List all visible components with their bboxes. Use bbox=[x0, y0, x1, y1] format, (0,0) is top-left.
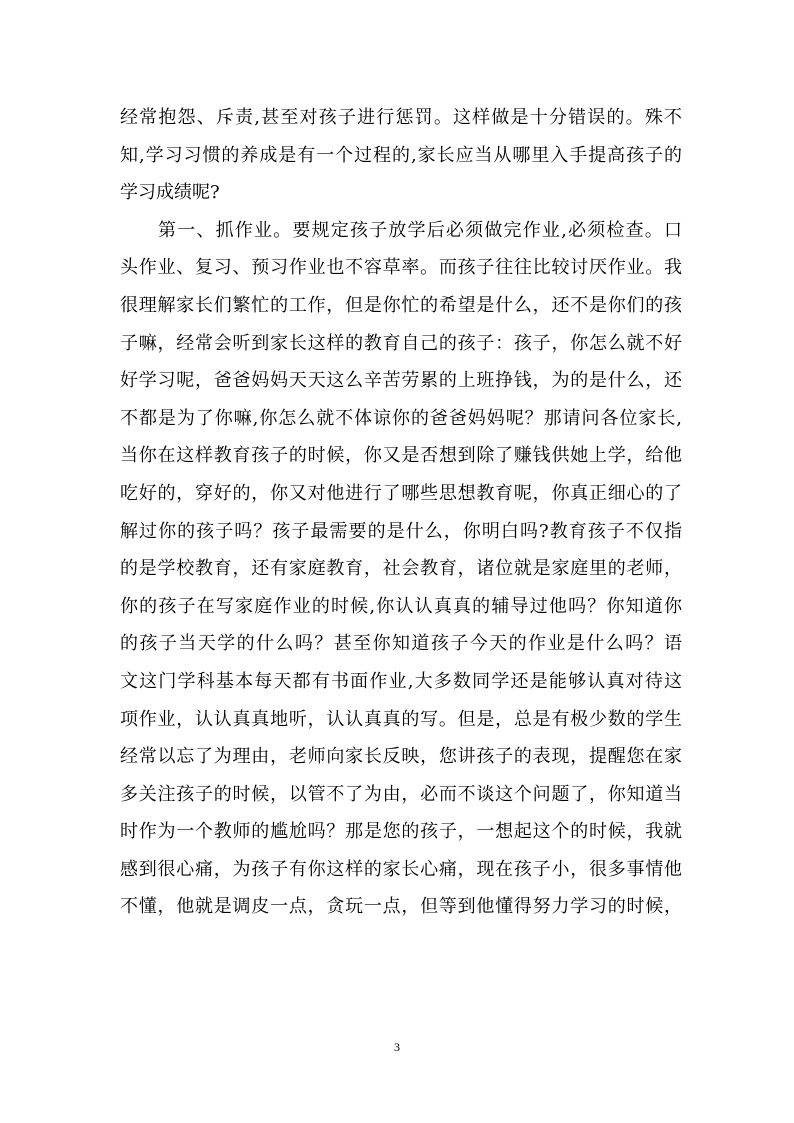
text-line-17: 项作业，认认真真地听，认认真真的写。但是，总是有极少数的学生 bbox=[120, 708, 682, 730]
text-line-4: 第一、抓作业。要规定孩子放学后必须做完作业,必须检查。口 bbox=[158, 219, 682, 241]
body-text bbox=[120, 99, 682, 926]
text-line-22: 不懂，他就是调皮一点，贪玩一点，但等到他懂得努力学习的时候， bbox=[120, 896, 682, 918]
text-line-2: 知,学习习惯的养成是有一个过程的,家长应当从哪里入手提高孩子的 bbox=[120, 144, 682, 166]
text-line-19: 多关注孩子的时候，以管不了为由，必而不谈这个问题了，你知道当 bbox=[120, 783, 682, 805]
page-number: 3 bbox=[394, 1040, 400, 1054]
text-line-5: 头作业、复习、预习作业也不容草率。而孩子往往比较讨厌作业。我 bbox=[120, 257, 682, 279]
text-line-11: 吃好的，穿好的，你又对他进行了哪些思想教育呢，你真正细心的了 bbox=[120, 482, 682, 504]
text-line-6: 很理解家长们繁忙的工作，但是你忙的希望是什么，还不是你们的孩 bbox=[120, 294, 682, 316]
text-line-21: 感到很心痛，为孩子有你这样的家长心痛，现在孩子小，很多事情他 bbox=[120, 858, 682, 880]
text-line-7: 子嘛，经常会听到家长这样的教育自己的孩子：孩子，你怎么就不好 bbox=[120, 332, 682, 354]
text-line-14: 你的孩子在写家庭作业的时候,你认认真真的辅导过他吗？你知道你 bbox=[120, 595, 682, 617]
text-line-1: 经常抱怨、斥责,甚至对孩子进行惩罚。这样做是十分错误的。殊不 bbox=[120, 107, 682, 128]
text-line-18: 经常以忘了为理由，老师向家长反映，您讲孩子的表现，提醒您在家 bbox=[120, 746, 682, 768]
text-line-8: 好学习呢，爸爸妈妈天天这么辛苦劳累的上班挣钱，为的是什么，还 bbox=[120, 370, 682, 392]
text-line-15: 的孩子当天学的什么吗？甚至你知道孩子今天的作业是什么吗？语 bbox=[120, 633, 682, 655]
text-line-20: 时作为一个教师的尴尬吗？那是您的孩子，一想起这个的时候，我就 bbox=[120, 821, 682, 843]
text-line-12: 解过你的孩子吗？孩子最需要的是什么，你明白吗?教育孩子不仅指 bbox=[120, 520, 682, 542]
text-line-13: 的是学校教育，还有家庭教育，社会教育，诸位就是家庭里的老师， bbox=[120, 558, 682, 580]
text-line-3: 学习成绩呢? bbox=[120, 182, 220, 204]
text-line-10: 当你在这样教育孩子的时候，你又是否想到除了赚钱供她上学，给他 bbox=[120, 445, 682, 467]
text-line-9: 不都是为了你嘛,你怎么就不体谅你的爸爸妈妈呢？那请问各位家长, bbox=[120, 407, 682, 429]
text-line-16: 文这门学科基本每天都有书面作业,大多数同学还是能够认真对待这 bbox=[120, 670, 682, 692]
